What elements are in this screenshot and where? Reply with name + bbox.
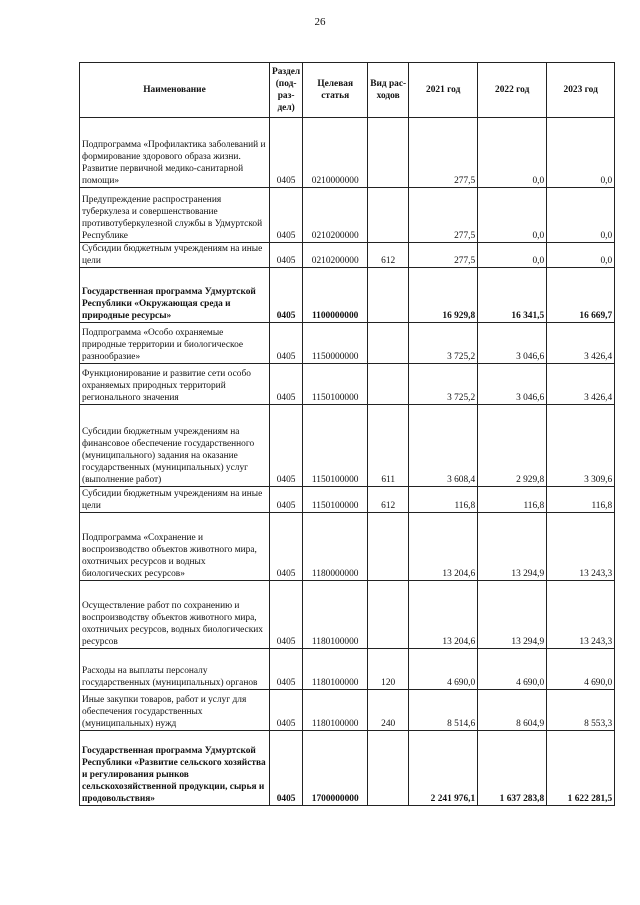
cell-2021: 277,5 xyxy=(409,243,478,268)
cell-target: 1700000000 xyxy=(303,731,368,806)
header-2022: 2022 год xyxy=(478,63,547,118)
cell-2022: 16 341,5 xyxy=(478,268,547,323)
cell-name: Иные закупки товаров, работ и услуг для обеспечения государственных (муниципальных) нужд xyxy=(80,690,270,731)
cell-2023: 16 669,7 xyxy=(547,268,615,323)
cell-section: 0405 xyxy=(270,487,303,513)
cell-section: 0405 xyxy=(270,323,303,364)
cell-2022: 4 690,0 xyxy=(478,649,547,690)
table-body xyxy=(80,118,615,806)
cell-2021: 8 514,6 xyxy=(409,690,478,731)
cell-section: 0405 xyxy=(270,513,303,581)
cell-2023: 13 243,3 xyxy=(547,581,615,649)
cell-2022: 13 294,9 xyxy=(478,513,547,581)
cell-name: Подпрограмма «Особо охраняемые природные территории и биологическое разнообразие» xyxy=(80,323,270,364)
cell-name: Государственная программа Удмуртской Республики «Развитие сельского хозяйства и регулирования рынков сельскохозяйственной продукции, сырья и продовольствия» xyxy=(80,731,270,806)
header-2021: 2021 год xyxy=(409,63,478,118)
cell-2022: 8 604,9 xyxy=(478,690,547,731)
cell-kind: 240 xyxy=(368,690,409,731)
cell-2023: 116,8 xyxy=(547,487,615,513)
cell-kind: 612 xyxy=(368,243,409,268)
cell-target: 1180100000 xyxy=(303,649,368,690)
cell-name: Субсидии бюджетным учреждениям на финансовое обеспечение государственного (муниципального) задания на оказание государственных (муниципальных) услуг (выполнение работ) xyxy=(80,405,270,487)
cell-section: 0405 xyxy=(270,268,303,323)
cell-target: 1100000000 xyxy=(303,268,368,323)
cell-2022: 0,0 xyxy=(478,188,547,243)
cell-kind xyxy=(368,364,409,405)
cell-2022: 13 294,9 xyxy=(478,581,547,649)
cell-2022: 2 929,8 xyxy=(478,405,547,487)
table-row xyxy=(80,268,615,323)
table-header-row xyxy=(80,63,615,118)
cell-section: 0405 xyxy=(270,581,303,649)
cell-section: 0405 xyxy=(270,243,303,268)
cell-2021: 13 204,6 xyxy=(409,581,478,649)
cell-2022: 116,8 xyxy=(478,487,547,513)
cell-target: 1150100000 xyxy=(303,364,368,405)
header-2023: 2023 год xyxy=(547,63,615,118)
cell-target: 0210200000 xyxy=(303,243,368,268)
table-row xyxy=(80,118,615,188)
cell-2022: 3 046,6 xyxy=(478,323,547,364)
cell-kind xyxy=(368,731,409,806)
table-row xyxy=(80,243,615,268)
cell-name: Подпрограмма «Сохранение и воспроизводство объектов животного мира, охотничьих ресурсов и водных биологических ресурсов» xyxy=(80,513,270,581)
cell-target: 1180100000 xyxy=(303,690,368,731)
cell-section: 0405 xyxy=(270,649,303,690)
cell-kind xyxy=(368,118,409,188)
cell-name: Функционирование и развитие сети особо охраняемых природных территорий регионального значения xyxy=(80,364,270,405)
cell-2023: 0,0 xyxy=(547,118,615,188)
cell-name: Расходы на выплаты персоналу государственных (муниципальных) органов xyxy=(80,649,270,690)
header-target: Целевая статья xyxy=(303,63,368,118)
cell-2021: 277,5 xyxy=(409,188,478,243)
table-row xyxy=(80,323,615,364)
header-kind: Вид рас-ходов xyxy=(368,63,409,118)
cell-2023: 3 426,4 xyxy=(547,323,615,364)
cell-name: Осуществление работ по сохранению и воспроизводству объектов животного мира, охотничьих ресурсов, водных биологических ресурсов xyxy=(80,581,270,649)
cell-2021: 277,5 xyxy=(409,118,478,188)
cell-kind: 611 xyxy=(368,405,409,487)
cell-kind xyxy=(368,581,409,649)
table-row xyxy=(80,513,615,581)
cell-2021: 2 241 976,1 xyxy=(409,731,478,806)
table-row xyxy=(80,649,615,690)
cell-2021: 3 608,4 xyxy=(409,405,478,487)
cell-2023: 1 622 281,5 xyxy=(547,731,615,806)
cell-2023: 8 553,3 xyxy=(547,690,615,731)
header-section: Раздел (под-раз-дел) xyxy=(270,63,303,118)
cell-2023: 3 309,6 xyxy=(547,405,615,487)
cell-2022: 0,0 xyxy=(478,243,547,268)
cell-section: 0405 xyxy=(270,405,303,487)
cell-2023: 3 426,4 xyxy=(547,364,615,405)
cell-name: Предупреждение распространения туберкулеза и совершенствование противотуберкулезной службы в Удмуртской Республике xyxy=(80,188,270,243)
cell-kind: 120 xyxy=(368,649,409,690)
cell-2021: 13 204,6 xyxy=(409,513,478,581)
cell-2022: 1 637 283,8 xyxy=(478,731,547,806)
cell-2022: 0,0 xyxy=(478,118,547,188)
cell-target: 1150100000 xyxy=(303,405,368,487)
table-row xyxy=(80,690,615,731)
cell-2023: 13 243,3 xyxy=(547,513,615,581)
cell-target: 1150100000 xyxy=(303,487,368,513)
cell-name: Субсидии бюджетным учреждениям на иные цели xyxy=(80,243,270,268)
cell-kind: 612 xyxy=(368,487,409,513)
header-name: Наименование xyxy=(80,63,270,118)
cell-kind xyxy=(368,323,409,364)
table-row xyxy=(80,405,615,487)
page-number: 26 xyxy=(314,16,326,28)
cell-target: 1150000000 xyxy=(303,323,368,364)
cell-target: 1180000000 xyxy=(303,513,368,581)
cell-name: Подпрограмма «Профилактика заболеваний и формирование здорового образа жизни. Развитие первичной медико-санитарной помощи» xyxy=(80,118,270,188)
cell-kind xyxy=(368,188,409,243)
cell-section: 0405 xyxy=(270,731,303,806)
cell-2021: 116,8 xyxy=(409,487,478,513)
cell-2021: 4 690,0 xyxy=(409,649,478,690)
cell-section: 0405 xyxy=(270,188,303,243)
cell-name: Государственная программа Удмуртской Республики «Окружающая среда и природные ресурсы» xyxy=(80,268,270,323)
cell-target: 1180100000 xyxy=(303,581,368,649)
table-row xyxy=(80,364,615,405)
cell-kind xyxy=(368,268,409,323)
cell-section: 0405 xyxy=(270,364,303,405)
table-row xyxy=(80,188,615,243)
cell-target: 0210000000 xyxy=(303,118,368,188)
cell-section: 0405 xyxy=(270,118,303,188)
cell-2023: 0,0 xyxy=(547,188,615,243)
cell-kind xyxy=(368,513,409,581)
cell-2021: 3 725,2 xyxy=(409,364,478,405)
cell-2023: 0,0 xyxy=(547,243,615,268)
cell-2022: 3 046,6 xyxy=(478,364,547,405)
table-row xyxy=(80,731,615,806)
table-row xyxy=(80,581,615,649)
cell-name: Субсидии бюджетным учреждениям на иные цели xyxy=(80,487,270,513)
table-row xyxy=(80,487,615,513)
cell-target: 0210200000 xyxy=(303,188,368,243)
cell-2021: 16 929,8 xyxy=(409,268,478,323)
cell-2023: 4 690,0 xyxy=(547,649,615,690)
cell-section: 0405 xyxy=(270,690,303,731)
cell-2021: 3 725,2 xyxy=(409,323,478,364)
budget-table xyxy=(79,62,615,806)
